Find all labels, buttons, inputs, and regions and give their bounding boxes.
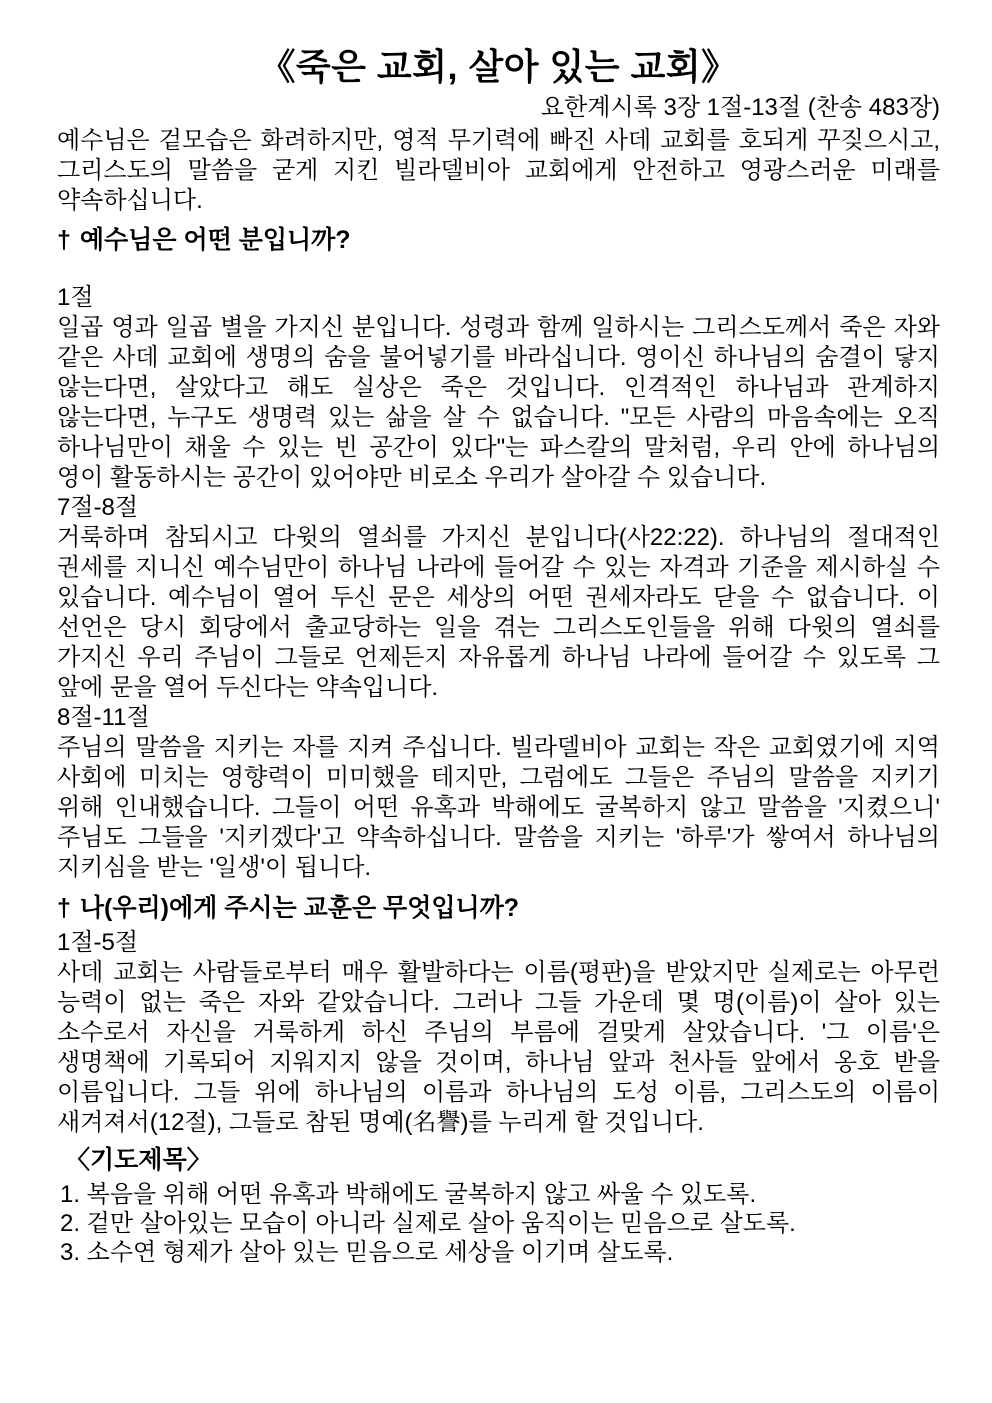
section-heading-text: 예수님은 어떤 분입니까? (79, 226, 351, 254)
prayer-section (57, 1144, 940, 1267)
verse-paragraph: 사데 교회는 사람들로부터 매우 활발하다는 이름(평판)을 받았지만 실제로는 아무런 능력이 없는 죽은 자와 같았습니다. 그러나 그들 가운데 몇 명(이름)이 살아 있는 소수로서 자신을 거룩하게 하신 주님의 부름에 걸맞게 살았습니다. '그 이름'은 생명책에 기록되어 지워지지 않을 것이며, 하나님 앞과 천사들 앞에서 옹호 받을 이름입니다. 그들 위에 하나님의 이름과 하나님의 도성 이름, 그리스도의 이름이 새겨져서(12절), 그들로 참된 명예(名譽)를 누리게 할 것입니다. (57, 959, 940, 1136)
prayer-item: 1. 복음을 위해 어떤 유혹과 박해에도 굴복하지 않고 싸울 수 있도록. (60, 1181, 757, 1208)
dagger-icon: † (57, 226, 71, 254)
page-title: 《죽은 교회, 살아 있는 교회》 (259, 46, 738, 87)
verse-label: 1절 (57, 284, 94, 311)
section-heading-text: 나(우리)에게 주시는 교훈은 무엇입니까? (79, 894, 520, 922)
intro-paragraph: 예수님은 겉모습은 화려하지만, 영적 무기력에 빠진 사데 교회를 호되게 꾸짖으시고, 그리스도의 말씀을 굳게 지킨 빌라델비아 교회에게 안전하고 영광스러운 미래를 약속하십니다. (57, 127, 940, 214)
verse-paragraph: 주님의 말씀을 지키는 자를 지켜 주십니다. 빌라델비아 교회는 작은 교회였기에 지역 사회에 미치는 영향력이 미미했을 테지만, 그럼에도 그들은 주님의 말씀을 지키기 위해 인내했습니다. 그들이 어떤 유혹과 박해에도 굴복하지 않고 말씀을 '지켰으니' 주님도 그들을 '지키겠다'고 약속하십니다. 말씀을 지키는 '하루'가 쌓여서 하나님의 지키심을 받는 '일생'이 됩니다. (57, 734, 940, 881)
prayer-item: 2. 겉만 살아있는 모습이 아니라 실제로 살아 움직이는 믿음으로 살도록. (60, 1210, 796, 1237)
section-heading (57, 892, 940, 925)
verse-label: 1절-5절 (57, 929, 139, 956)
dagger-icon: † (57, 894, 71, 922)
scripture-reference: 요한계시록 3장 1절-13절 (찬송 483장) (540, 94, 940, 121)
verse-label: 8절-11절 (57, 704, 150, 731)
section-lesson (57, 892, 940, 1138)
verse-paragraph: 거룩하며 참되시고 다윗의 열쇠를 가지신 분입니다(사22:22). 하나님의 절대적인 권세를 지니신 예수님만이 하나님 나라에 들어갈 수 있는 자격과 기준을 제시하실 수 있습니다. 예수님이 열어 두신 문은 세상의 어떤 권세자라도 닫을 수 없습니다. 이 선언은 당시 회당에서 출교당하는 일을 겪는 그리스도인들을 위해 다윗의 열쇠를 가지신 우리 주님이 그들로 언제든지 자유롭게 하나님 나라에 들어갈 수 있도록 그 앞에 문을 열어 두신다는 약속입니다. (57, 524, 940, 701)
section-heading (57, 224, 940, 257)
section-jesus (57, 224, 940, 883)
verse-label: 7절-8절 (57, 494, 139, 521)
prayer-item: 3. 소수연 형제가 살아 있는 믿음으로 세상을 이기며 살도록. (60, 1239, 674, 1266)
verse-paragraph: 일곱 영과 일곱 별을 가지신 분입니다. 성령과 함께 일하시는 그리스도께서 죽은 자와 같은 사데 교회에 생명의 숨을 불어넣기를 바라십니다. 영이신 하나님의 숨결이 닿지 않는다면, 살았다고 해도 실상은 죽은 것입니다. 인격적인 하나님과 관계하지 않는다면, 누구도 생명력 있는 삶을 살 수 없습니다. "모든 사람의 마음속에는 오직 하나님만이 채울 수 있는 빈 공간이 있다"는 파스칼의 말처럼, 우리 안에 하나님의 영이 활동하시는 공간이 있어야만 비로소 우리가 살아갈 수 있습니다. (57, 314, 940, 491)
prayer-heading: 〈기도제목〉 (65, 1146, 212, 1174)
